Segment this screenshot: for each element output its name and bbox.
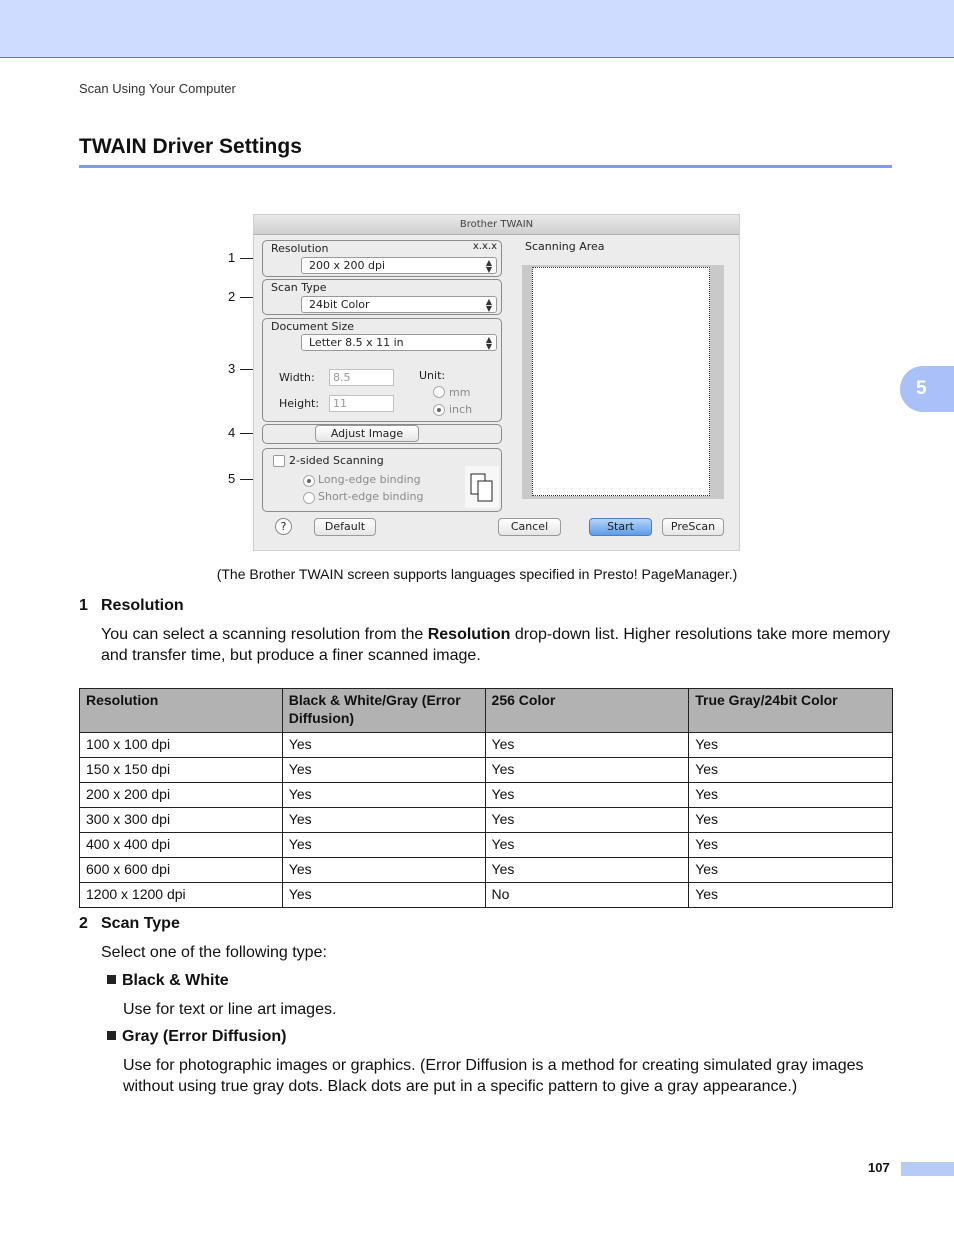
item-2-title: Scan Type (101, 915, 180, 932)
unit-inch-radio[interactable] (433, 404, 445, 416)
resolution-dropdown[interactable] (301, 257, 497, 274)
unit-mm-radio[interactable] (433, 386, 445, 398)
item-1-text-bold: Resolution (427, 626, 511, 643)
default-button[interactable]: Default (314, 518, 376, 536)
height-field[interactable]: 11 (329, 395, 394, 412)
bullet-black-white-title: Black & White (122, 972, 229, 989)
start-button[interactable]: Start (589, 518, 652, 536)
table-cell: Yes (485, 833, 689, 858)
short-edge-radio[interactable] (303, 492, 315, 504)
table-cell: Yes (282, 833, 485, 858)
help-button[interactable]: ? (275, 518, 292, 535)
table-cell: 100 x 100 dpi (80, 733, 283, 758)
title-underline (79, 165, 892, 168)
scan-type-label: Scan Type (271, 281, 327, 294)
callout-3: 3 (228, 361, 236, 376)
page-header-band (0, 0, 954, 58)
table-row (80, 783, 893, 808)
long-edge-label: Long-edge binding (318, 473, 421, 486)
item-1-description (101, 624, 901, 666)
two-sided-checkbox[interactable] (273, 455, 285, 467)
table-cell: Yes (282, 733, 485, 758)
table-cell: Yes (689, 858, 893, 883)
resolution-table (79, 688, 893, 908)
chapter-tab[interactable]: 5 (900, 366, 954, 412)
table-cell: 150 x 150 dpi (80, 758, 283, 783)
item-2-heading (79, 915, 180, 933)
table-cell: Yes (282, 783, 485, 808)
adjust-image-button[interactable]: Adjust Image (315, 425, 419, 442)
long-edge-radio[interactable] (303, 475, 315, 487)
version-label: x.x.x (472, 241, 497, 252)
page-number: 107 (868, 1160, 890, 1175)
unit-label: Unit: (419, 369, 446, 382)
table-cell: No (485, 883, 689, 908)
page-number-tab (901, 1162, 954, 1176)
short-edge-label: Short-edge binding (318, 490, 424, 503)
scan-type-panel (262, 279, 502, 315)
table-row (80, 883, 893, 908)
window-title: Brother TWAIN (254, 215, 739, 235)
table-cell: Yes (485, 758, 689, 783)
table-cell: 200 x 200 dpi (80, 783, 283, 808)
bullet-black-white-text: Use for text or line art images. (123, 1001, 337, 1018)
table-row (80, 833, 893, 858)
table-cell: Yes (282, 858, 485, 883)
table-cell: 300 x 300 dpi (80, 808, 283, 833)
item-1-title: Resolution (101, 597, 184, 614)
table-cell: Yes (689, 783, 893, 808)
resolution-value: 200 x 200 dpi (309, 259, 386, 272)
callout-5: 5 (228, 471, 236, 486)
two-sided-pages-icon (465, 466, 499, 508)
table-cell: Yes (282, 883, 485, 908)
bullet-gray-text: Use for photographic images or graphics. (Error Diffusion is a method for creating simulated gray images without using true gray dots. Black dots are put in a specific pattern to give a gray appearance.) (123, 1057, 864, 1095)
table-cell: Yes (689, 808, 893, 833)
item-2-intro: Select one of the following type: (101, 944, 327, 961)
scan-type-dropdown[interactable] (301, 296, 497, 313)
resolution-label: Resolution (271, 242, 329, 255)
document-size-label: Document Size (271, 320, 355, 333)
table-cell: Yes (689, 883, 893, 908)
scanning-area-label: Scanning Area (525, 240, 605, 253)
column-header-bw-gray: Black & White/Gray (Error Diffusion) (282, 689, 485, 733)
bullet-black-white (107, 972, 229, 990)
table-cell: 600 x 600 dpi (80, 858, 283, 883)
item-1-text-before: You can select a scanning resolution from the (101, 626, 428, 643)
table-cell: Yes (689, 833, 893, 858)
table-row (80, 808, 893, 833)
table-header-row (80, 689, 893, 733)
cancel-button[interactable]: Cancel (498, 518, 561, 536)
bullet-gray-error-diffusion (107, 1028, 286, 1046)
document-size-value: Letter 8.5 x 11 in (309, 336, 404, 349)
item-1-heading (79, 597, 184, 615)
width-field[interactable]: 8.5 (329, 369, 394, 386)
height-label: Height: (279, 397, 320, 410)
updown-arrows-icon: ▲ ▼ (485, 297, 492, 313)
updown-arrows-icon: ▲ ▼ (485, 258, 492, 274)
callout-2: 2 (228, 289, 236, 304)
bullet-gray-title: Gray (Error Diffusion) (122, 1028, 287, 1045)
unit-mm-label: mm (449, 386, 471, 399)
table-cell: Yes (485, 783, 689, 808)
table-cell: Yes (485, 858, 689, 883)
item-1-number: 1 (79, 597, 88, 614)
scan-page-outline (532, 267, 710, 496)
table-cell: 1200 x 1200 dpi (80, 883, 283, 908)
table-cell: Yes (689, 758, 893, 783)
updown-arrows-icon: ▲ ▼ (485, 335, 492, 351)
table-row (80, 758, 893, 783)
figure-caption: (The Brother TWAIN screen supports languages specified in Presto! PageManager.) (216, 566, 738, 582)
column-header-true-gray-24bit: True Gray/24bit Color (689, 689, 893, 733)
table-row (80, 733, 893, 758)
table-cell: Yes (485, 733, 689, 758)
resolution-panel (262, 240, 502, 277)
callout-1: 1 (228, 250, 236, 265)
adjust-image-panel (262, 424, 502, 444)
table-cell: Yes (485, 808, 689, 833)
prescan-button[interactable]: PreScan (662, 518, 724, 536)
item-2-number: 2 (79, 915, 88, 932)
table-cell: Yes (282, 808, 485, 833)
table-cell: 400 x 400 dpi (80, 833, 283, 858)
table-cell: Yes (689, 733, 893, 758)
table-row (80, 858, 893, 883)
two-sided-label: 2-sided Scanning (289, 454, 384, 467)
two-sided-panel (262, 448, 502, 512)
page-title: TWAIN Driver Settings (79, 135, 302, 158)
column-header-256-color: 256 Color (485, 689, 689, 733)
width-label: Width: (279, 371, 315, 384)
column-header-resolution: Resolution (80, 689, 283, 733)
document-size-panel (262, 318, 502, 422)
bullet-square-icon (107, 1031, 116, 1040)
callout-4: 4 (228, 425, 236, 440)
scan-type-value: 24bit Color (309, 298, 370, 311)
unit-inch-label: inch (449, 403, 473, 416)
item-1-text-after: drop-down list. Higher resolutions take more memory and transfer time, but produce a finer scanned image. (101, 626, 891, 664)
table-cell: Yes (282, 758, 485, 783)
twain-dialog-screenshot (253, 214, 740, 551)
scanning-area-preview[interactable] (522, 265, 724, 499)
bullet-square-icon (107, 975, 116, 984)
document-size-dropdown[interactable] (301, 334, 497, 351)
breadcrumb: Scan Using Your Computer (79, 81, 236, 96)
